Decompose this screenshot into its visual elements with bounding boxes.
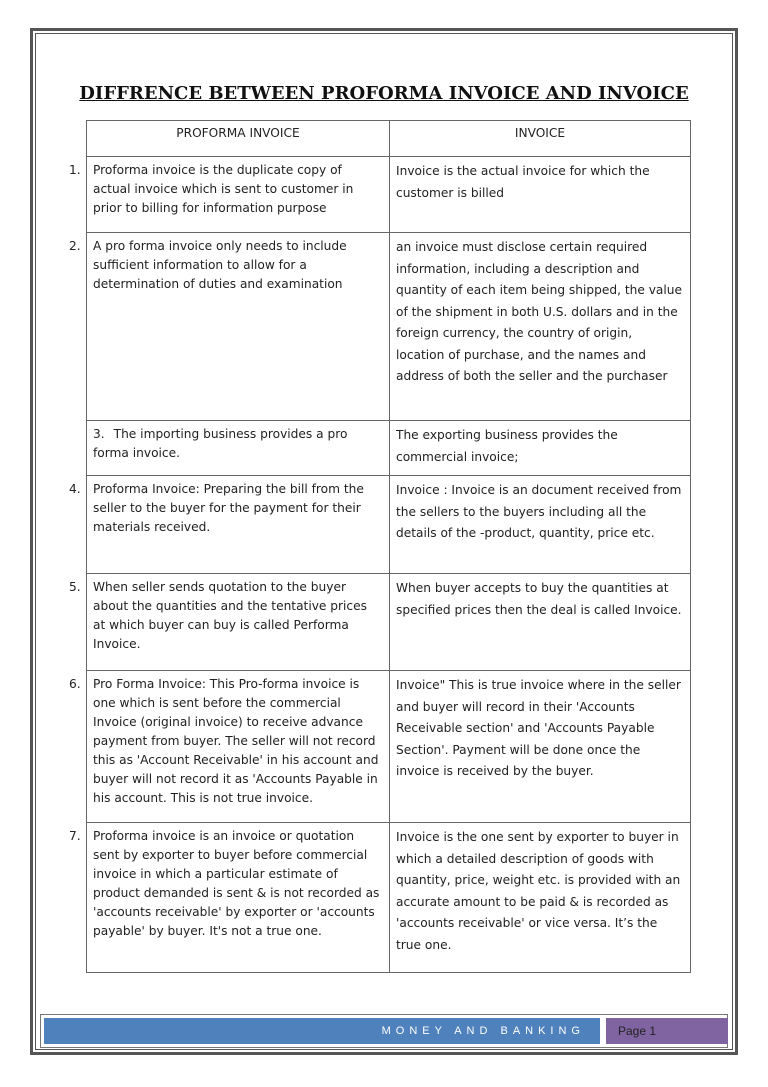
row-number: 7. <box>69 829 81 843</box>
proforma-cell <box>69 823 390 973</box>
page-number: Page 1 <box>606 1018 728 1044</box>
row-number: 5. <box>69 580 81 594</box>
proforma-text: Proforma invoice is an invoice or quotation sent by exporter to buyer before commercial invoice in which a particular estimate of product demanded is sent & is not recorded as 'accounts receivable' by exporter or 'accounts payable' by buyer. It's not a true one. <box>93 829 380 938</box>
invoice-cell: The exporting business provides the commercial invoice; <box>390 421 691 476</box>
proforma-cell <box>69 476 390 574</box>
proforma-cell <box>69 157 390 233</box>
proforma-text: When seller sends quotation to the buyer about the quantities and the tentative prices at which buyer can buy is called Performa Invoice. <box>93 580 367 651</box>
table-row <box>87 574 691 671</box>
proforma-text: A pro forma invoice only needs to include sufficient information to allow for a determination of duties and examination <box>93 239 347 291</box>
footer-label: MONEY AND BANKING <box>381 1025 585 1037</box>
header-proforma-invoice: PROFORMA INVOICE <box>87 121 390 157</box>
table-row <box>87 671 691 823</box>
table-header-row <box>87 121 691 157</box>
invoice-cell: Invoice is the one sent by exporter to buyer in which a detailed description of goods with quantity, price, weight etc. is provided with an accurate amount to be paid & is recorded as 'accounts receivable' or vice versa. It’s the true one. <box>390 823 691 973</box>
proforma-cell <box>69 574 390 671</box>
table-row <box>87 157 691 233</box>
row-number: 3. <box>93 427 105 441</box>
comparison-table <box>69 120 691 973</box>
proforma-cell <box>69 671 390 823</box>
invoice-cell: an invoice must disclose certain required information, including a description and quantity of each item being shipped, the value of the shipment in both U.S. dollars and in the foreign currency, the country of origin, location of purchase, and the names and address of both the seller and the purchaser <box>390 233 691 421</box>
proforma-text: The importing business provides a pro forma invoice. <box>93 427 348 460</box>
table-row <box>87 421 691 476</box>
proforma-cell <box>87 421 390 476</box>
row-number: 4. <box>69 482 81 496</box>
document-title: DIFFRENCE BETWEEN PROFORMA INVOICE AND INVOICE <box>79 83 689 104</box>
proforma-cell <box>69 233 390 421</box>
row-number: 6. <box>69 677 81 691</box>
proforma-text: Proforma Invoice: Preparing the bill from the seller to the buyer for the payment for their materials received. <box>93 482 364 534</box>
invoice-cell: Invoice is the actual invoice for which the customer is billed <box>390 157 691 233</box>
proforma-text: Proforma invoice is the duplicate copy of actual invoice which is sent to customer in prior to billing for information purpose <box>93 163 354 215</box>
invoice-cell: When buyer accepts to buy the quantities at specified prices then the deal is called Invoice. <box>390 574 691 671</box>
row-number: 2. <box>69 239 81 253</box>
table-row <box>87 476 691 574</box>
row-number: 1. <box>69 163 81 177</box>
proforma-text: Pro Forma Invoice: This Pro-forma invoice is one which is sent before the commercial Invoice (original invoice) to receive advance payment from buyer. The seller will not record this as 'Account Receivable' in his account and buyer will not record it as 'Accounts Payable in his account. This is not true invoice. <box>93 677 379 805</box>
table-row <box>87 823 691 973</box>
table-row <box>87 233 691 421</box>
invoice-cell: Invoice" This is true invoice where in the seller and buyer will record in their 'Accounts Receivable section' and 'Accounts Payable Section'. Payment will be done once the invoice is received by the buyer. <box>390 671 691 823</box>
invoice-cell: Invoice : Invoice is an document received from the sellers to the buyers including all the details of the -product, quantity, price etc. <box>390 476 691 574</box>
header-invoice: INVOICE <box>390 121 691 157</box>
